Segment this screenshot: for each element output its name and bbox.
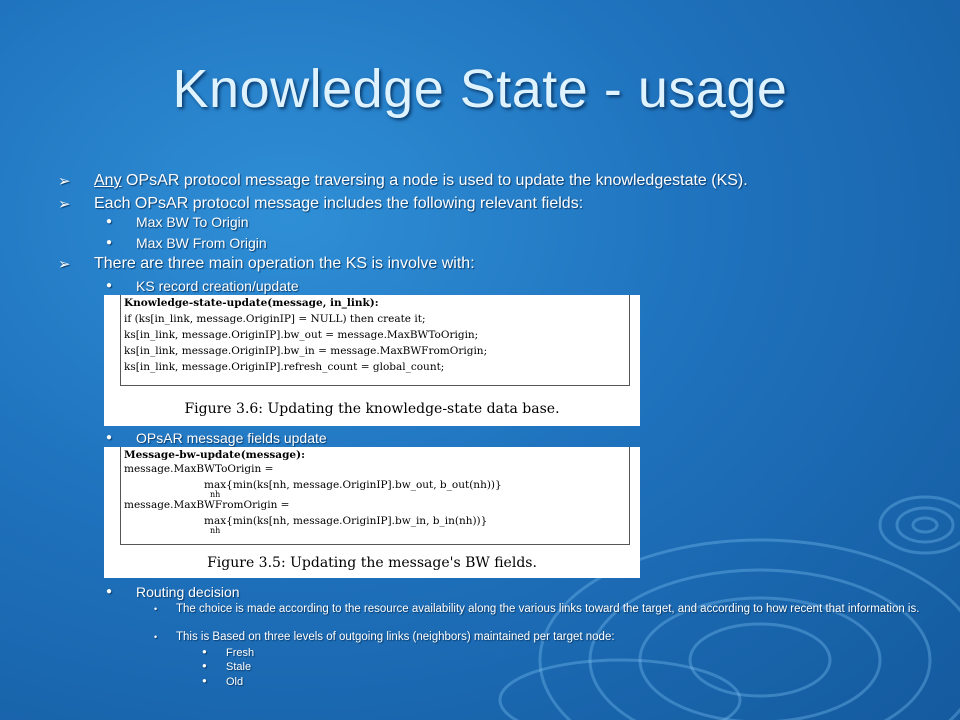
figure-line: Message-bw-update(message): bbox=[124, 449, 305, 461]
figure-caption: Figure 3.6: Updating the knowledge-state data base. bbox=[184, 401, 560, 417]
field-label: Max BW To Origin bbox=[136, 214, 249, 230]
dot-bullet-icon: • bbox=[154, 604, 158, 614]
routing-sub-text: The choice is made according to the resource availability along the various links toward the target, and according to how recent that information is. bbox=[176, 603, 920, 615]
bullet-text: Each OPsAR protocol message includes the following relevant fields: bbox=[94, 195, 584, 212]
arrow-bullet-icon: ➢ bbox=[58, 256, 71, 273]
figure-line: message.MaxBWToOrigin = bbox=[124, 463, 274, 475]
dot-bullet-icon: ● bbox=[202, 676, 207, 685]
operation-label: Routing decision bbox=[136, 584, 240, 600]
operation-label: KS record creation/update bbox=[136, 278, 299, 294]
dot-bullet-icon: ● bbox=[106, 237, 113, 248]
dot-bullet-icon: ● bbox=[106, 432, 113, 443]
bullet-lead: Any bbox=[94, 172, 122, 189]
figure-ks-update bbox=[104, 295, 640, 426]
dot-bullet-icon: ● bbox=[106, 586, 113, 597]
operation-label: OPsAR message fields update bbox=[136, 430, 327, 446]
figure-line: max{min(ks[nh, message.OriginIP].bw_out, b_out(nh))} bbox=[204, 479, 502, 491]
field-label: Max BW From Origin bbox=[136, 235, 267, 251]
figure-line: message.MaxBWFromOrigin = bbox=[124, 499, 290, 511]
bullet-text: There are three main operation the KS is involve with: bbox=[94, 255, 475, 272]
dot-bullet-icon: ● bbox=[106, 216, 113, 227]
slide-title: Knowledge State - usage bbox=[172, 59, 788, 119]
dot-bullet-icon: ● bbox=[106, 280, 113, 291]
dot-bullet-icon: • bbox=[154, 632, 158, 642]
figure-line: ks[in_link, message.OriginIP].refresh_count = global_count; bbox=[124, 361, 445, 373]
figure-line: max{min(ks[nh, message.OriginIP].bw_in, b_in(nh))} bbox=[204, 515, 488, 527]
figure-line: Knowledge-state-update(message, in_link): bbox=[124, 297, 379, 309]
arrow-bullet-icon: ➢ bbox=[58, 196, 71, 213]
arrow-bullet-icon: ➢ bbox=[58, 173, 71, 190]
figure-subscript: nh bbox=[210, 490, 221, 499]
bullet-text: OPsAR protocol message traversing a node is used to update the knowledgestate (KS). bbox=[121, 172, 748, 189]
level-label: Fresh bbox=[226, 647, 255, 659]
dot-bullet-icon: ● bbox=[202, 661, 207, 670]
figure-caption: Figure 3.5: Updating the message's BW fields. bbox=[207, 555, 537, 571]
figure-line: ks[in_link, message.OriginIP].bw_out = message.MaxBWToOrigin; bbox=[124, 329, 479, 341]
figure-line: ks[in_link, message.OriginIP].bw_in = message.MaxBWFromOrigin; bbox=[124, 345, 488, 357]
figure-subscript: nh bbox=[210, 526, 221, 535]
routing-sub-text: This is Based on three levels of outgoing links (neighbors) maintained per target node: bbox=[176, 631, 615, 643]
level-label: Stale bbox=[226, 661, 252, 673]
level-label: Old bbox=[226, 676, 244, 688]
figure-bw-update bbox=[104, 447, 640, 578]
figure-line: if (ks[in_link, message.OriginIP] = NULL) then create it; bbox=[124, 313, 426, 325]
dot-bullet-icon: ● bbox=[202, 647, 207, 656]
